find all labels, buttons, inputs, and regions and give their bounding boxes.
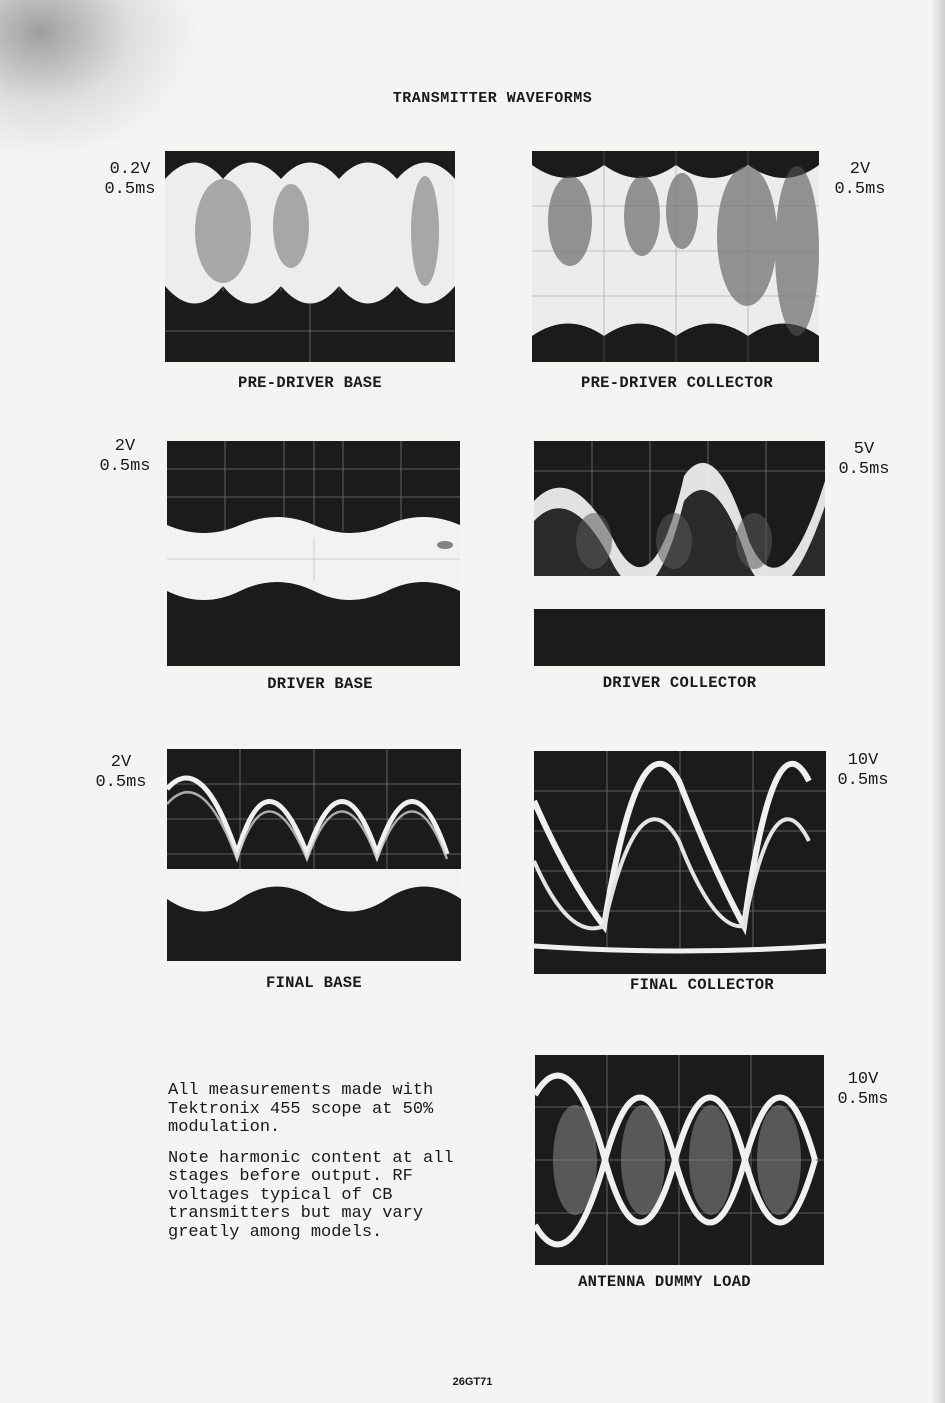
scope-screen-pre-driver-base	[165, 151, 455, 362]
scan-smudge	[0, 0, 200, 160]
time-per-div: 0.5ms	[104, 180, 156, 199]
scope-screen-final-collector	[534, 751, 826, 974]
time-per-div: 0.5ms	[95, 773, 147, 792]
scale-label-pre-driver-collector	[830, 160, 890, 200]
scale-label-driver-collector	[834, 440, 894, 480]
volts-per-div: 5V	[853, 440, 875, 459]
volts-per-div: 2V	[114, 437, 136, 456]
note-harmonics: Note harmonic content at all stages before output. RF voltages typical of CB transmitters but may vary greatly among models.	[168, 1148, 454, 1242]
caption-driver-collector: DRIVER COLLECTOR	[602, 674, 757, 692]
time-per-div: 0.5ms	[834, 180, 886, 199]
scale-label-pre-driver-base	[100, 160, 160, 200]
volts-per-div: 2V	[110, 753, 132, 772]
caption-driver-base: DRIVER BASE	[267, 675, 373, 693]
time-per-div: 0.5ms	[838, 460, 890, 479]
scope-screen-driver-base	[167, 441, 460, 666]
caption-antenna-dummy-load: ANTENNA DUMMY LOAD	[578, 1273, 751, 1291]
volts-per-div: 2V	[849, 160, 871, 179]
caption-pre-driver-base: PRE-DRIVER BASE	[237, 374, 383, 392]
caption-pre-driver-collector: PRE-DRIVER COLLECTOR	[580, 374, 774, 392]
scope-screen-pre-driver-collector	[532, 151, 819, 362]
caption-final-collector: FINAL COLLECTOR	[629, 976, 775, 994]
scope-screen-antenna-dummy-load	[535, 1055, 824, 1265]
volts-per-div: 10V	[847, 1070, 879, 1089]
time-per-div: 0.5ms	[837, 771, 889, 790]
volts-per-div: 0.2V	[109, 160, 151, 179]
caption-final-base: FINAL BASE	[265, 974, 362, 992]
time-per-div: 0.5ms	[99, 457, 151, 476]
page-footer-code: 26GT71	[452, 1376, 493, 1388]
scale-label-final-collector	[830, 751, 896, 791]
note-measurements: All measurements made with Tektronix 455 scope at 50% modulation.	[168, 1081, 434, 1137]
scan-edge-shadow	[931, 0, 945, 1403]
volts-per-div: 10V	[847, 751, 879, 770]
scale-label-driver-base	[90, 437, 160, 477]
scale-label-antenna-dummy-load	[830, 1070, 896, 1110]
scope-screen-final-base	[167, 749, 461, 961]
time-per-div: 0.5ms	[837, 1090, 889, 1109]
measurement-notes	[168, 1082, 478, 1254]
scale-label-final-base	[86, 753, 156, 793]
page-title: TRANSMITTER WAVEFORMS	[392, 90, 593, 107]
scope-screen-driver-collector	[534, 441, 825, 666]
